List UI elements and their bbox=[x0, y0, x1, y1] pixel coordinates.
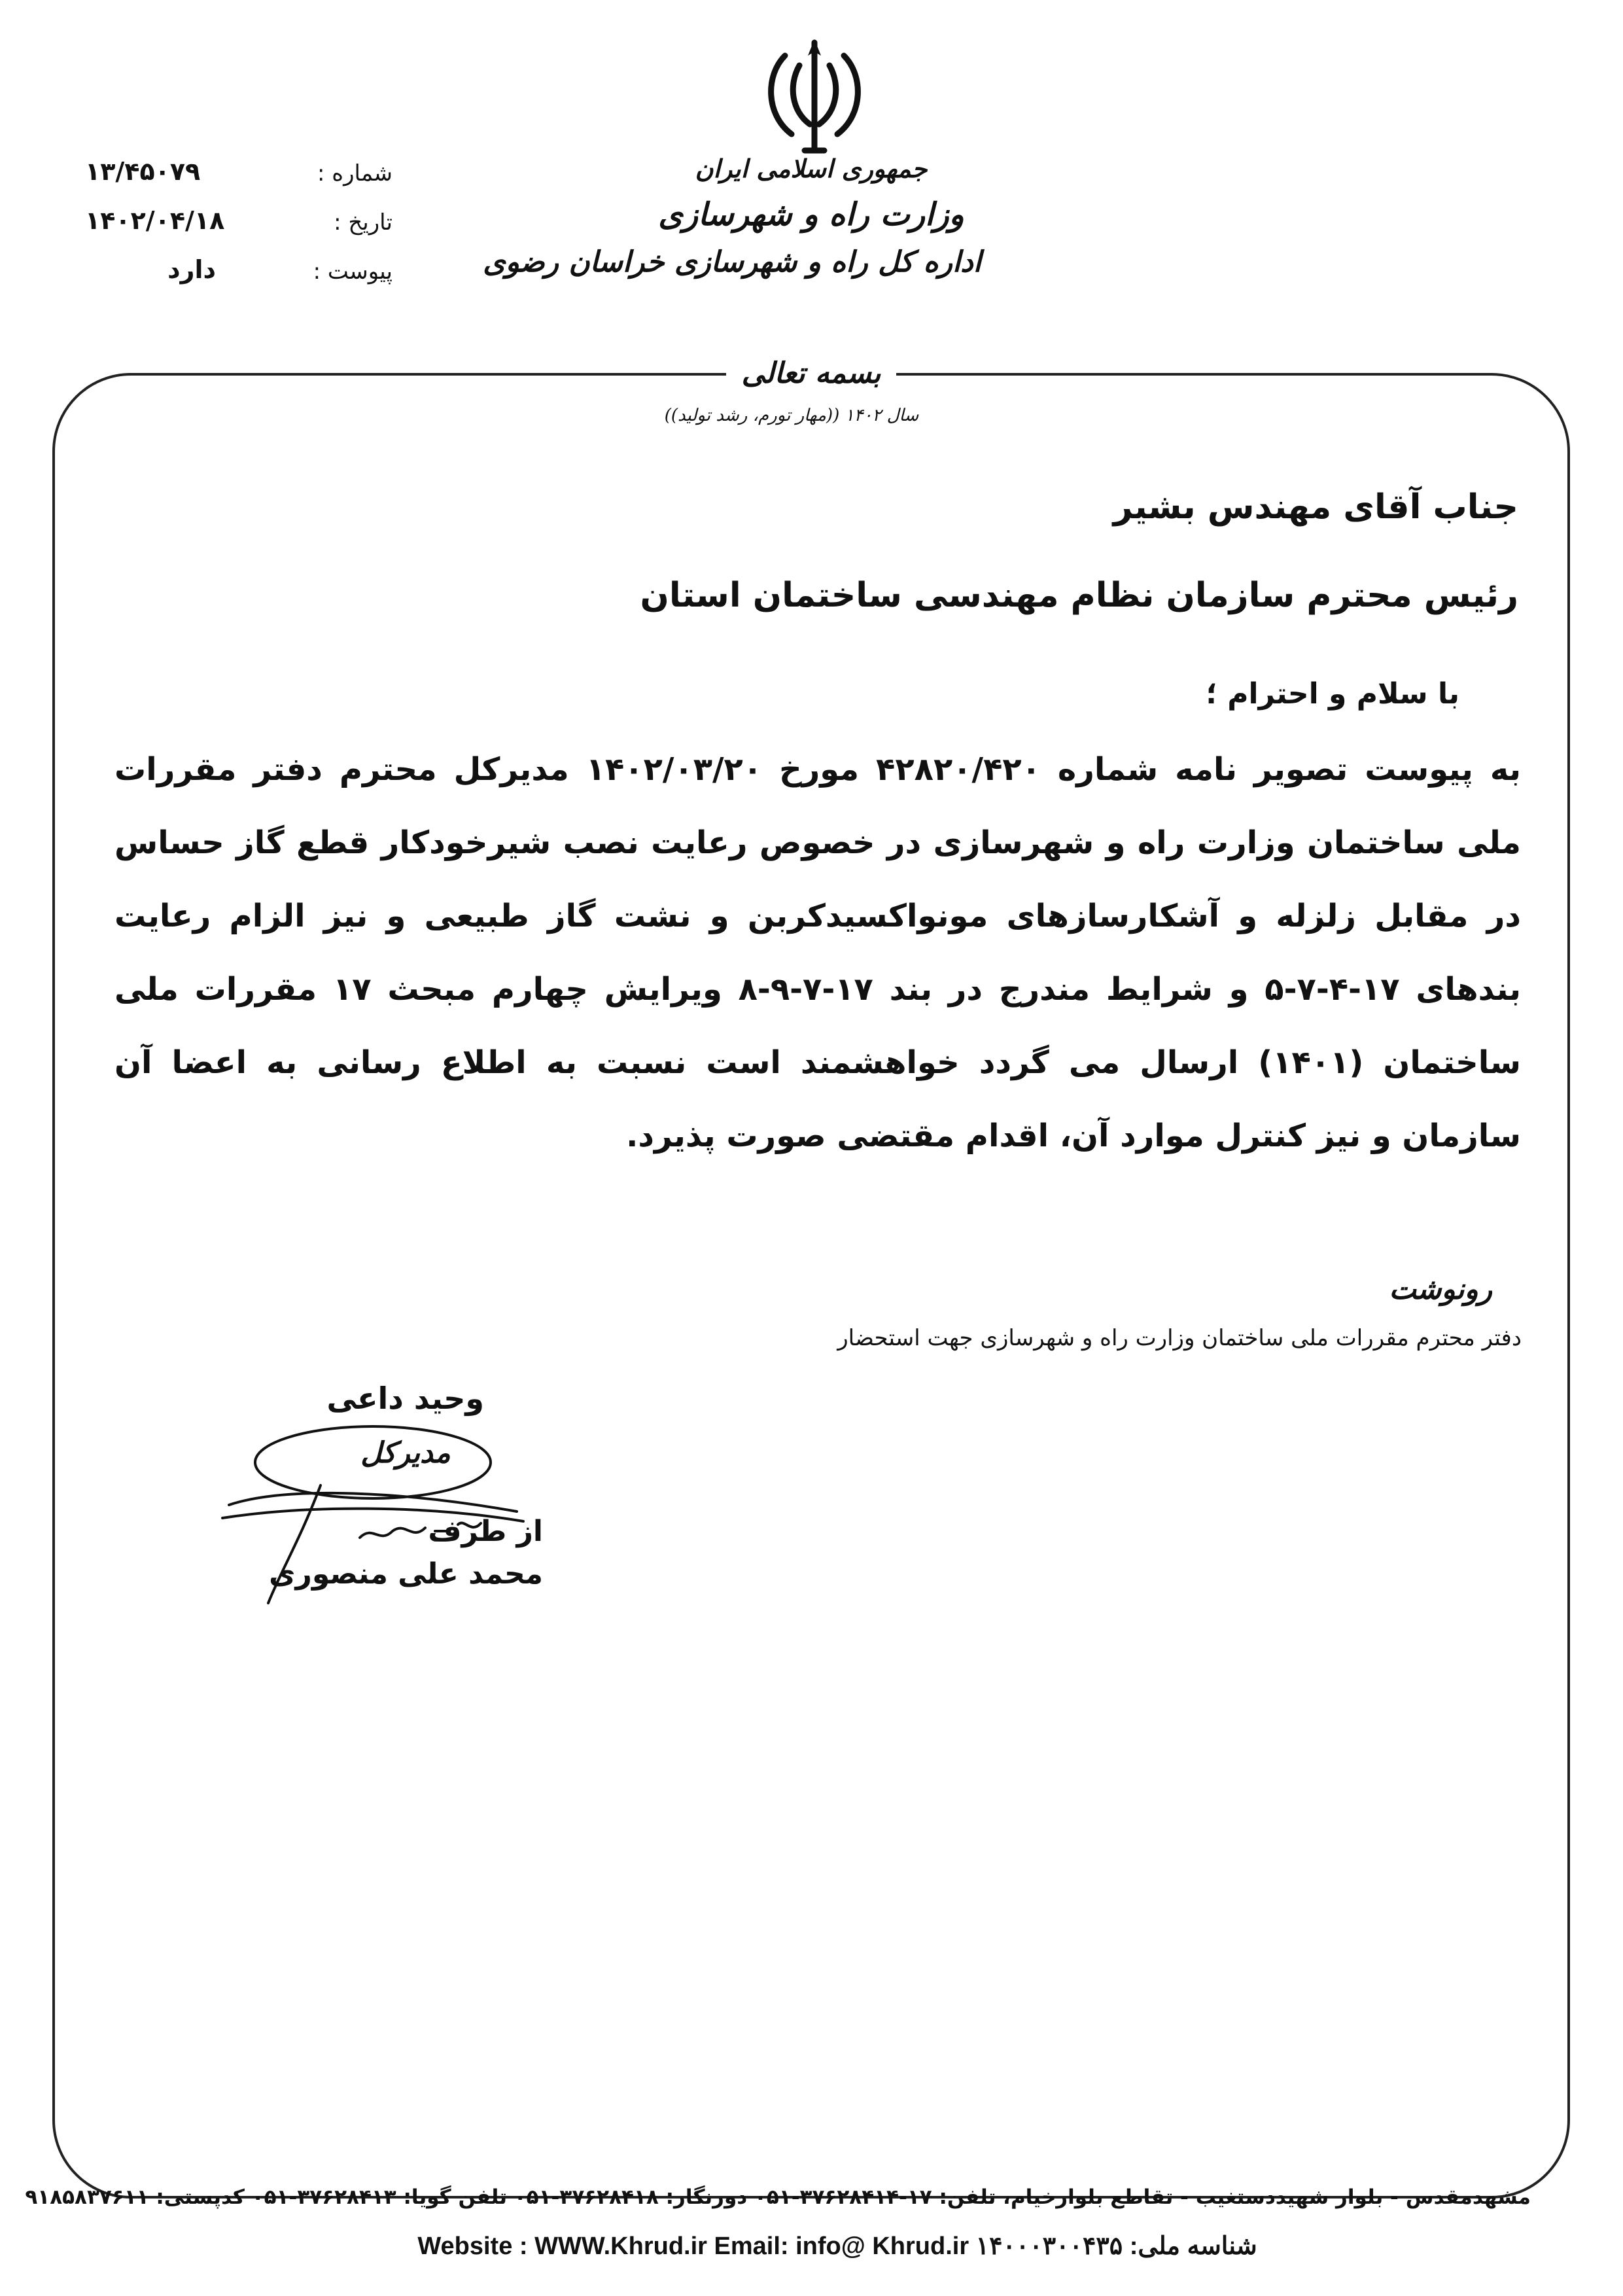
addressee-name: جناب آقای مهندس بشیر bbox=[1113, 487, 1518, 527]
attachment-label: پیوست : bbox=[313, 258, 393, 285]
bismillah: بسمه تعالی bbox=[741, 357, 881, 390]
footer-web-email: Website : WWW.Khrud.ir Email: info@ Khrud.ir شناسه ملی: ۱۴۰۰۰۳۰۰۴۳۵ bbox=[417, 2233, 1257, 2260]
number-value: ۱۳/۴۵۰۷۹ bbox=[85, 157, 201, 186]
number-label: شماره : bbox=[317, 160, 393, 186]
signer-title: مدیرکل bbox=[360, 1436, 451, 1470]
signer-name: وحید داعی bbox=[326, 1381, 484, 1416]
year-motto: سال ۱۴۰۲ ((مهار تورم، رشد تولید)) bbox=[664, 406, 919, 425]
date-label: تاریخ : bbox=[334, 209, 393, 236]
cc-text: دفتر محترم مقررات ملی ساختمان وزارت راه و شهرسازی جهت استحضار bbox=[837, 1325, 1522, 1351]
on-behalf-label: از طرف bbox=[428, 1515, 543, 1548]
org-line-ministry: وزارت راه و شهرسازی bbox=[658, 196, 964, 233]
org-line-republic: جمهوری اسلامی ایران bbox=[695, 154, 928, 183]
date-value: ۱۴۰۲/۰۴/۱۸ bbox=[85, 206, 225, 235]
footer-address: مشهدمقدس - بلوار شهیددستغیب - تقاطع بلوارخیام، تلفن: ۱۷-۳۷۶۲۸۴۱۴-۰۵۱ دورنگار: ۳۷۶۲۸۴۱۸-۰۵۱ تلفن گویا: ۳۷۶۲۸۴۱۳-۰۵۱ کدپستی: ۹۱۸۵۸۳۷۶۱۱ bbox=[25, 2185, 1531, 2209]
deputy-signer-name: محمد علی منصوری bbox=[269, 1557, 543, 1591]
iran-emblem-icon bbox=[759, 36, 870, 167]
letter-body: به پیوست تصویر نامه شماره ۴۲۸۲۰/۴۲۰ مورخ ۱۴۰۲/۰۳/۲۰ مدیرکل محترم دفتر مقررات ملی ساختمان وزارت راه و شهرسازی در خصوص رعایت نصب شیرخودکار قطع گاز حساس در مقابل زلزله و آشکارسازهای مونواکسیدکربن و نشت گاز طبیعی و نیز الزام رعایت بندهای ۱۷-۴-۷-۵ و شرایط مندرج در بند ۱۷-۷-۹-۸ ویرایش چهارم مبحث ۱۷ مقررات ملی ساختمان (۱۴۰۱) ارسال می گردد خواهشمند است نسبت به اطلاع رسانی به اعضا آن سازمان و نیز کنترل موارد آن، اقدام مقتضی صورت پذیرد. bbox=[114, 751, 1522, 1154]
addressee-title: رئیس محترم سازمان نظام مهندسی ساختمان استان bbox=[640, 576, 1518, 615]
attachment-value: دارد bbox=[167, 255, 216, 284]
org-line-directorate: اداره کل راه و شهرسازی خراسان رضوی bbox=[483, 245, 981, 279]
cc-title: رونوشت bbox=[1389, 1273, 1492, 1306]
greeting: با سلام و احترام ؛ bbox=[1206, 677, 1459, 711]
